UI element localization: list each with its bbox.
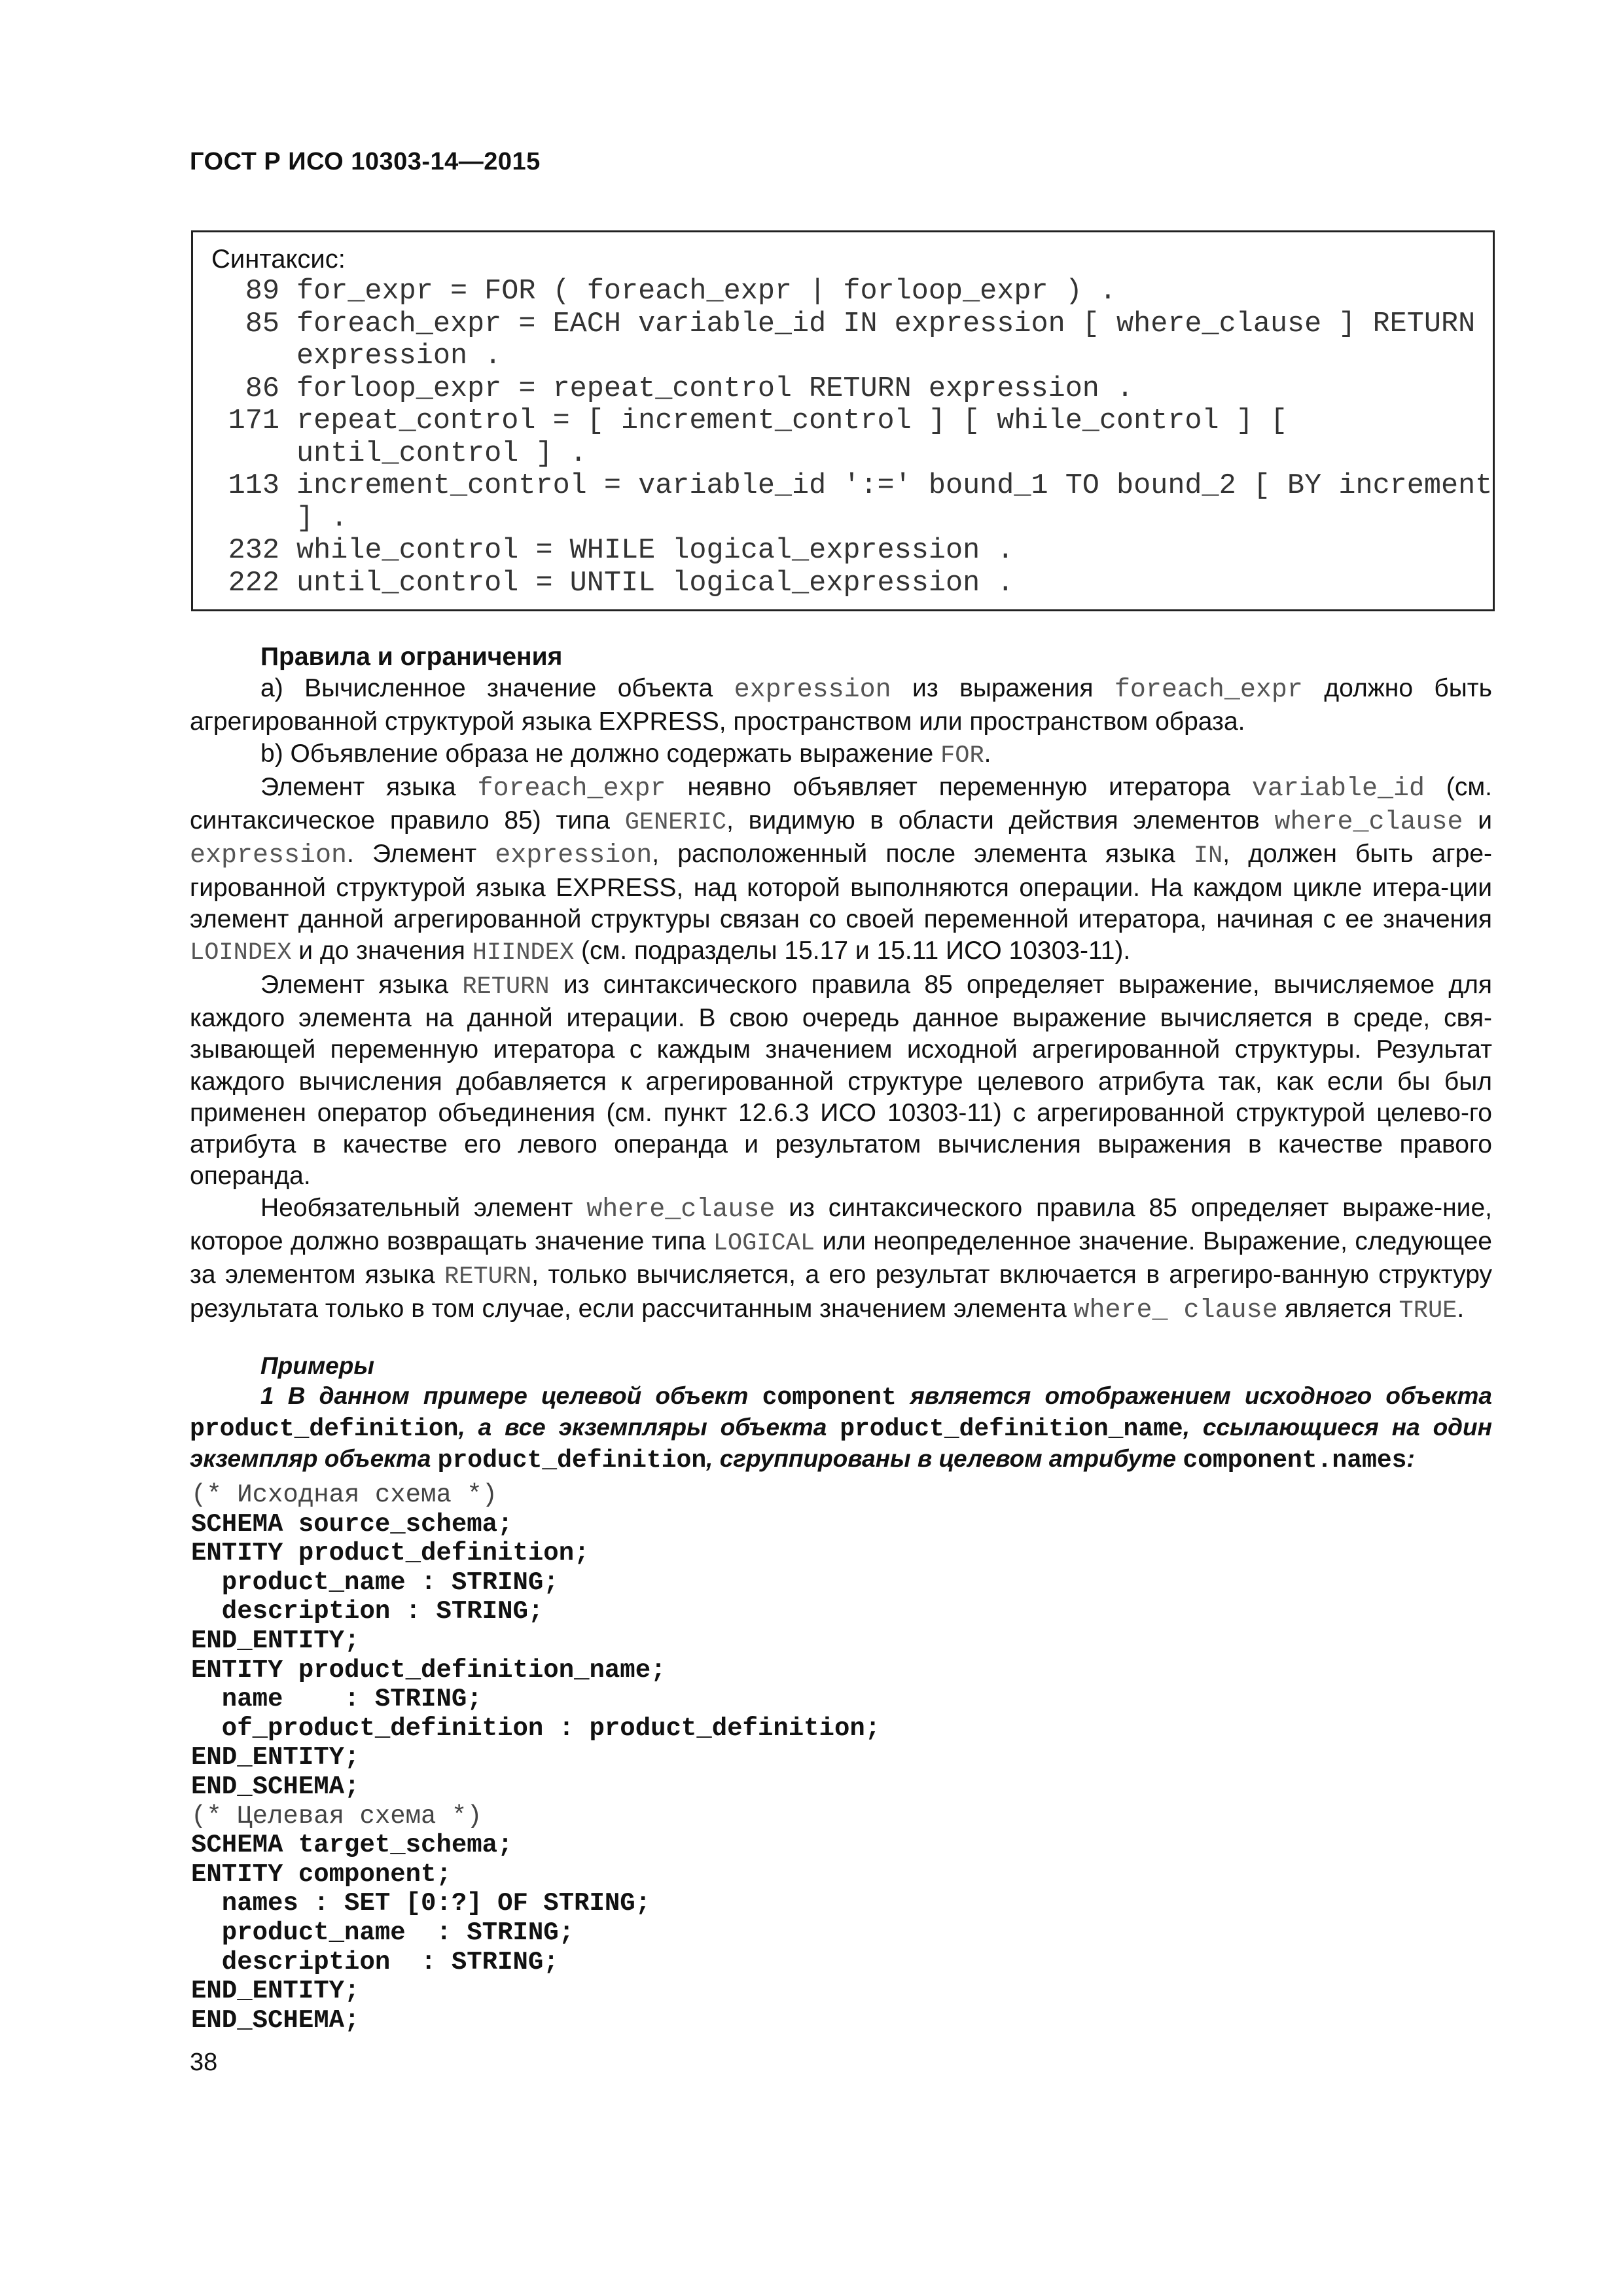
rule-b-text-1: b) Объявление образа не должно содержать выражение bbox=[260, 739, 941, 768]
syntax-title: Синтаксис: bbox=[211, 245, 346, 274]
code-listing bbox=[191, 1480, 880, 2035]
p1-text-3: (см. синтаксическое правило 85) типа bbox=[190, 772, 1492, 835]
syntax-box bbox=[191, 230, 1495, 611]
p1-text-5: и bbox=[1463, 806, 1492, 835]
syntax-rule-number: 171 bbox=[228, 405, 279, 437]
syntax-rule-text: increment_control = variable_id ':=' bound_1 TO bound_2 [ BY increment bbox=[296, 470, 1493, 502]
p3-code-2: LOGICAL bbox=[713, 1230, 815, 1258]
code-line: END_ENTITY; bbox=[191, 1743, 360, 1772]
e1-text-2: является отображением исходного объекта bbox=[896, 1382, 1492, 1409]
rule-a-text-3: должно быть агрегированной структурой языка EXPRESS, пространством или пространством образа. bbox=[190, 674, 1492, 736]
syntax-rule-line bbox=[211, 535, 1480, 567]
syntax-rule-number: 113 bbox=[228, 470, 279, 502]
code-line: product_name : STRING; bbox=[191, 1918, 575, 1947]
p3-text-2: из синтаксического правила 85 определяет выраже-ние, которое должно возвращать значение типа bbox=[190, 1193, 1492, 1256]
syntax-rule-continuation: until_control ] . bbox=[296, 437, 587, 470]
rule-a-code-2: foreach_expr bbox=[1114, 675, 1303, 705]
p2-text-1: Элемент языка bbox=[260, 970, 463, 999]
syntax-rule-continuation: ] . bbox=[296, 502, 348, 535]
p1-code-7: IN bbox=[1193, 842, 1223, 870]
syntax-rule-line bbox=[211, 567, 1480, 600]
p3-code-5: TRUE bbox=[1399, 1297, 1457, 1325]
rule-a-code-1: expression bbox=[734, 675, 891, 705]
p1-text-2: неявно объявляет переменную итератора bbox=[666, 772, 1252, 801]
syntax-rule-line bbox=[211, 308, 1480, 341]
p3-code-4: where_ clause bbox=[1073, 1295, 1278, 1325]
syntax-rule-line bbox=[211, 470, 1493, 503]
syntax-rule-text: repeat_control = [ increment_control ] [ while_control ] [ bbox=[296, 405, 1288, 437]
p1-code-4: where_clause bbox=[1274, 808, 1463, 838]
e1-code-4: product_definition bbox=[437, 1446, 707, 1475]
code-line: ENTITY product_definition_name; bbox=[191, 1655, 666, 1685]
p1-text-10: (см. подразделы 15.17 и 15.11 ИСО 10303-11). bbox=[574, 937, 1131, 965]
syntax-lines bbox=[211, 276, 1493, 600]
code-line: product_name : STRING; bbox=[191, 1568, 559, 1597]
p3-text-4: , только вычисляется, а его результат включается в агрегиро-ванную структуру результата только в том случае, если рассчитанным значением элемента bbox=[190, 1261, 1492, 1323]
syntax-rule-text: forloop_expr = repeat_control RETURN expression . bbox=[296, 372, 1134, 405]
e1-code-1: component bbox=[762, 1384, 897, 1412]
e1-text-5: , сгруппированы в целевом атрибуте bbox=[706, 1445, 1183, 1472]
e1-text-3: , а все экземпляры объекта bbox=[458, 1414, 840, 1441]
syntax-rule-line bbox=[211, 373, 1480, 406]
code-line: END_ENTITY; bbox=[191, 1977, 360, 2006]
p1-code-5: expression bbox=[190, 841, 348, 871]
p3-code-1: where_clause bbox=[586, 1194, 776, 1225]
syntax-rule-continuation: expression . bbox=[296, 340, 502, 372]
p3-text-6: . bbox=[1457, 1294, 1465, 1323]
e1-text-4: , ссылающиеся на один экземпляр объекта bbox=[190, 1414, 1492, 1472]
code-comment-line: (* Целевая схема *) bbox=[191, 1801, 482, 1831]
code-comment-line: (* Исходная схема *) bbox=[191, 1480, 498, 1509]
syntax-rule-number: 89 bbox=[245, 276, 279, 308]
iterator-paragraph bbox=[190, 772, 1492, 969]
rule-a-paragraph bbox=[190, 673, 1492, 738]
where-clause-paragraph bbox=[190, 1193, 1492, 1327]
syntax-rule-number: 86 bbox=[245, 372, 279, 405]
p1-text-1: Элемент языка bbox=[260, 772, 478, 801]
p1-text-7: , расположенный после элемента языка bbox=[652, 840, 1194, 869]
examples-title: Примеры bbox=[260, 1352, 374, 1379]
page-number: 38 bbox=[190, 2049, 218, 2076]
rule-b-paragraph bbox=[190, 738, 1492, 772]
syntax-rule-number: 232 bbox=[228, 535, 279, 567]
code-line: of_product_definition : product_definition; bbox=[191, 1713, 881, 1743]
syntax-rule-text: foreach_expr = EACH variable_id IN expression [ where_clause ] RETURN bbox=[296, 308, 1476, 340]
rules-section bbox=[190, 641, 1492, 1327]
syntax-rule-line bbox=[211, 405, 1480, 438]
rule-b-code-1: FOR bbox=[940, 742, 984, 770]
p2-text-2: из синтаксического правила 85 определяет выражение, вычисляемое для каждого элемента на данной итерации. В свою очередь данное выражение вычисляется в среде, свя-зывающей переменную итератора с каждым значением исходной агрегированной структуры. Результат каждого вычисления добавляется к агрегированной структуре целевого атрибута так, как если бы был применен оператор объединения (см. пункт 12.6.3 ИСО 10303-11) с агрегированной структурой целево-го атрибута в качестве его левого операнда и результатом вычисления выражения в качестве правого операнда. bbox=[190, 970, 1492, 1191]
e1-text-6: : bbox=[1406, 1445, 1415, 1472]
p3-text-5: является bbox=[1277, 1294, 1399, 1323]
e1-code-5: component.names bbox=[1183, 1446, 1407, 1475]
p1-code-8: LOINDEX bbox=[190, 939, 292, 967]
code-line: ENTITY product_definition; bbox=[191, 1539, 590, 1568]
code-line: SCHEMA source_schema; bbox=[191, 1509, 513, 1539]
code-line: END_SCHEMA; bbox=[191, 1772, 360, 1801]
example-1-paragraph bbox=[190, 1381, 1492, 1475]
p1-text-9: и до значения bbox=[291, 937, 473, 965]
p2-code-1: RETURN bbox=[462, 973, 550, 1001]
e1-text-1: 1 В данном примере целевой объект bbox=[260, 1382, 762, 1409]
examples-section bbox=[190, 1351, 1492, 1475]
p3-text-1: Необязательный элемент bbox=[260, 1193, 587, 1222]
syntax-rule-text: for_expr = FOR ( foreach_expr | forloop_expr ) . bbox=[296, 276, 1117, 308]
code-line: END_SCHEMA; bbox=[191, 2005, 360, 2035]
syntax-rule-number: 222 bbox=[228, 567, 279, 600]
code-line: ENTITY component; bbox=[191, 1859, 452, 1889]
p3-text-3: или неопределенное значение. Выражение, следующее за элементом языка bbox=[190, 1227, 1493, 1289]
p1-code-9: HIINDEX bbox=[472, 939, 575, 967]
code-line: description : STRING; bbox=[191, 1947, 559, 1977]
code-line: description : STRING; bbox=[191, 1597, 544, 1626]
rule-a-text-2: из выражения bbox=[891, 674, 1115, 702]
return-paragraph bbox=[190, 969, 1492, 1193]
p1-text-6: . Элемент bbox=[347, 840, 495, 869]
e1-code-2: product_definition bbox=[190, 1415, 459, 1443]
rule-a-text-1: a) Вычисленное значение объекта bbox=[260, 674, 734, 702]
code-line: names : SET [0:?] OF STRING; bbox=[191, 1889, 651, 1918]
p1-code-3: GENERIC bbox=[624, 809, 727, 837]
p1-text-8: , должен быть агре-гированной структурой языка EXPRESS, над которой выполняются операции. На каждом цикле итера-ции элемент данной агрегированной структуры связан со своей переменной итератора, начиная с ее значения bbox=[190, 840, 1492, 934]
syntax-rule-number: 85 bbox=[245, 308, 279, 340]
code-line: SCHEMA target_schema; bbox=[191, 1831, 513, 1860]
syntax-rule-text: until_control = UNTIL logical_expression . bbox=[296, 567, 1014, 600]
p1-code-1: foreach_expr bbox=[477, 774, 666, 804]
document-header: ГОСТ Р ИСО 10303-14—2015 bbox=[190, 148, 541, 175]
code-line: name : STRING; bbox=[191, 1685, 482, 1714]
rule-b-text-2: . bbox=[984, 739, 991, 768]
syntax-rule-text: while_control = WHILE logical_expression . bbox=[296, 535, 1014, 567]
code-line: END_ENTITY; bbox=[191, 1626, 360, 1655]
p1-code-2: variable_id bbox=[1251, 774, 1425, 804]
rules-title: Правила и ограничения bbox=[260, 643, 563, 671]
p3-code-3: RETURN bbox=[444, 1263, 532, 1291]
p1-text-4: , видимую в области действия элементов bbox=[726, 806, 1275, 835]
syntax-rule-line bbox=[211, 276, 1480, 308]
e1-code-3: product_definition_name bbox=[840, 1415, 1183, 1443]
p1-code-6: expression bbox=[495, 841, 652, 871]
